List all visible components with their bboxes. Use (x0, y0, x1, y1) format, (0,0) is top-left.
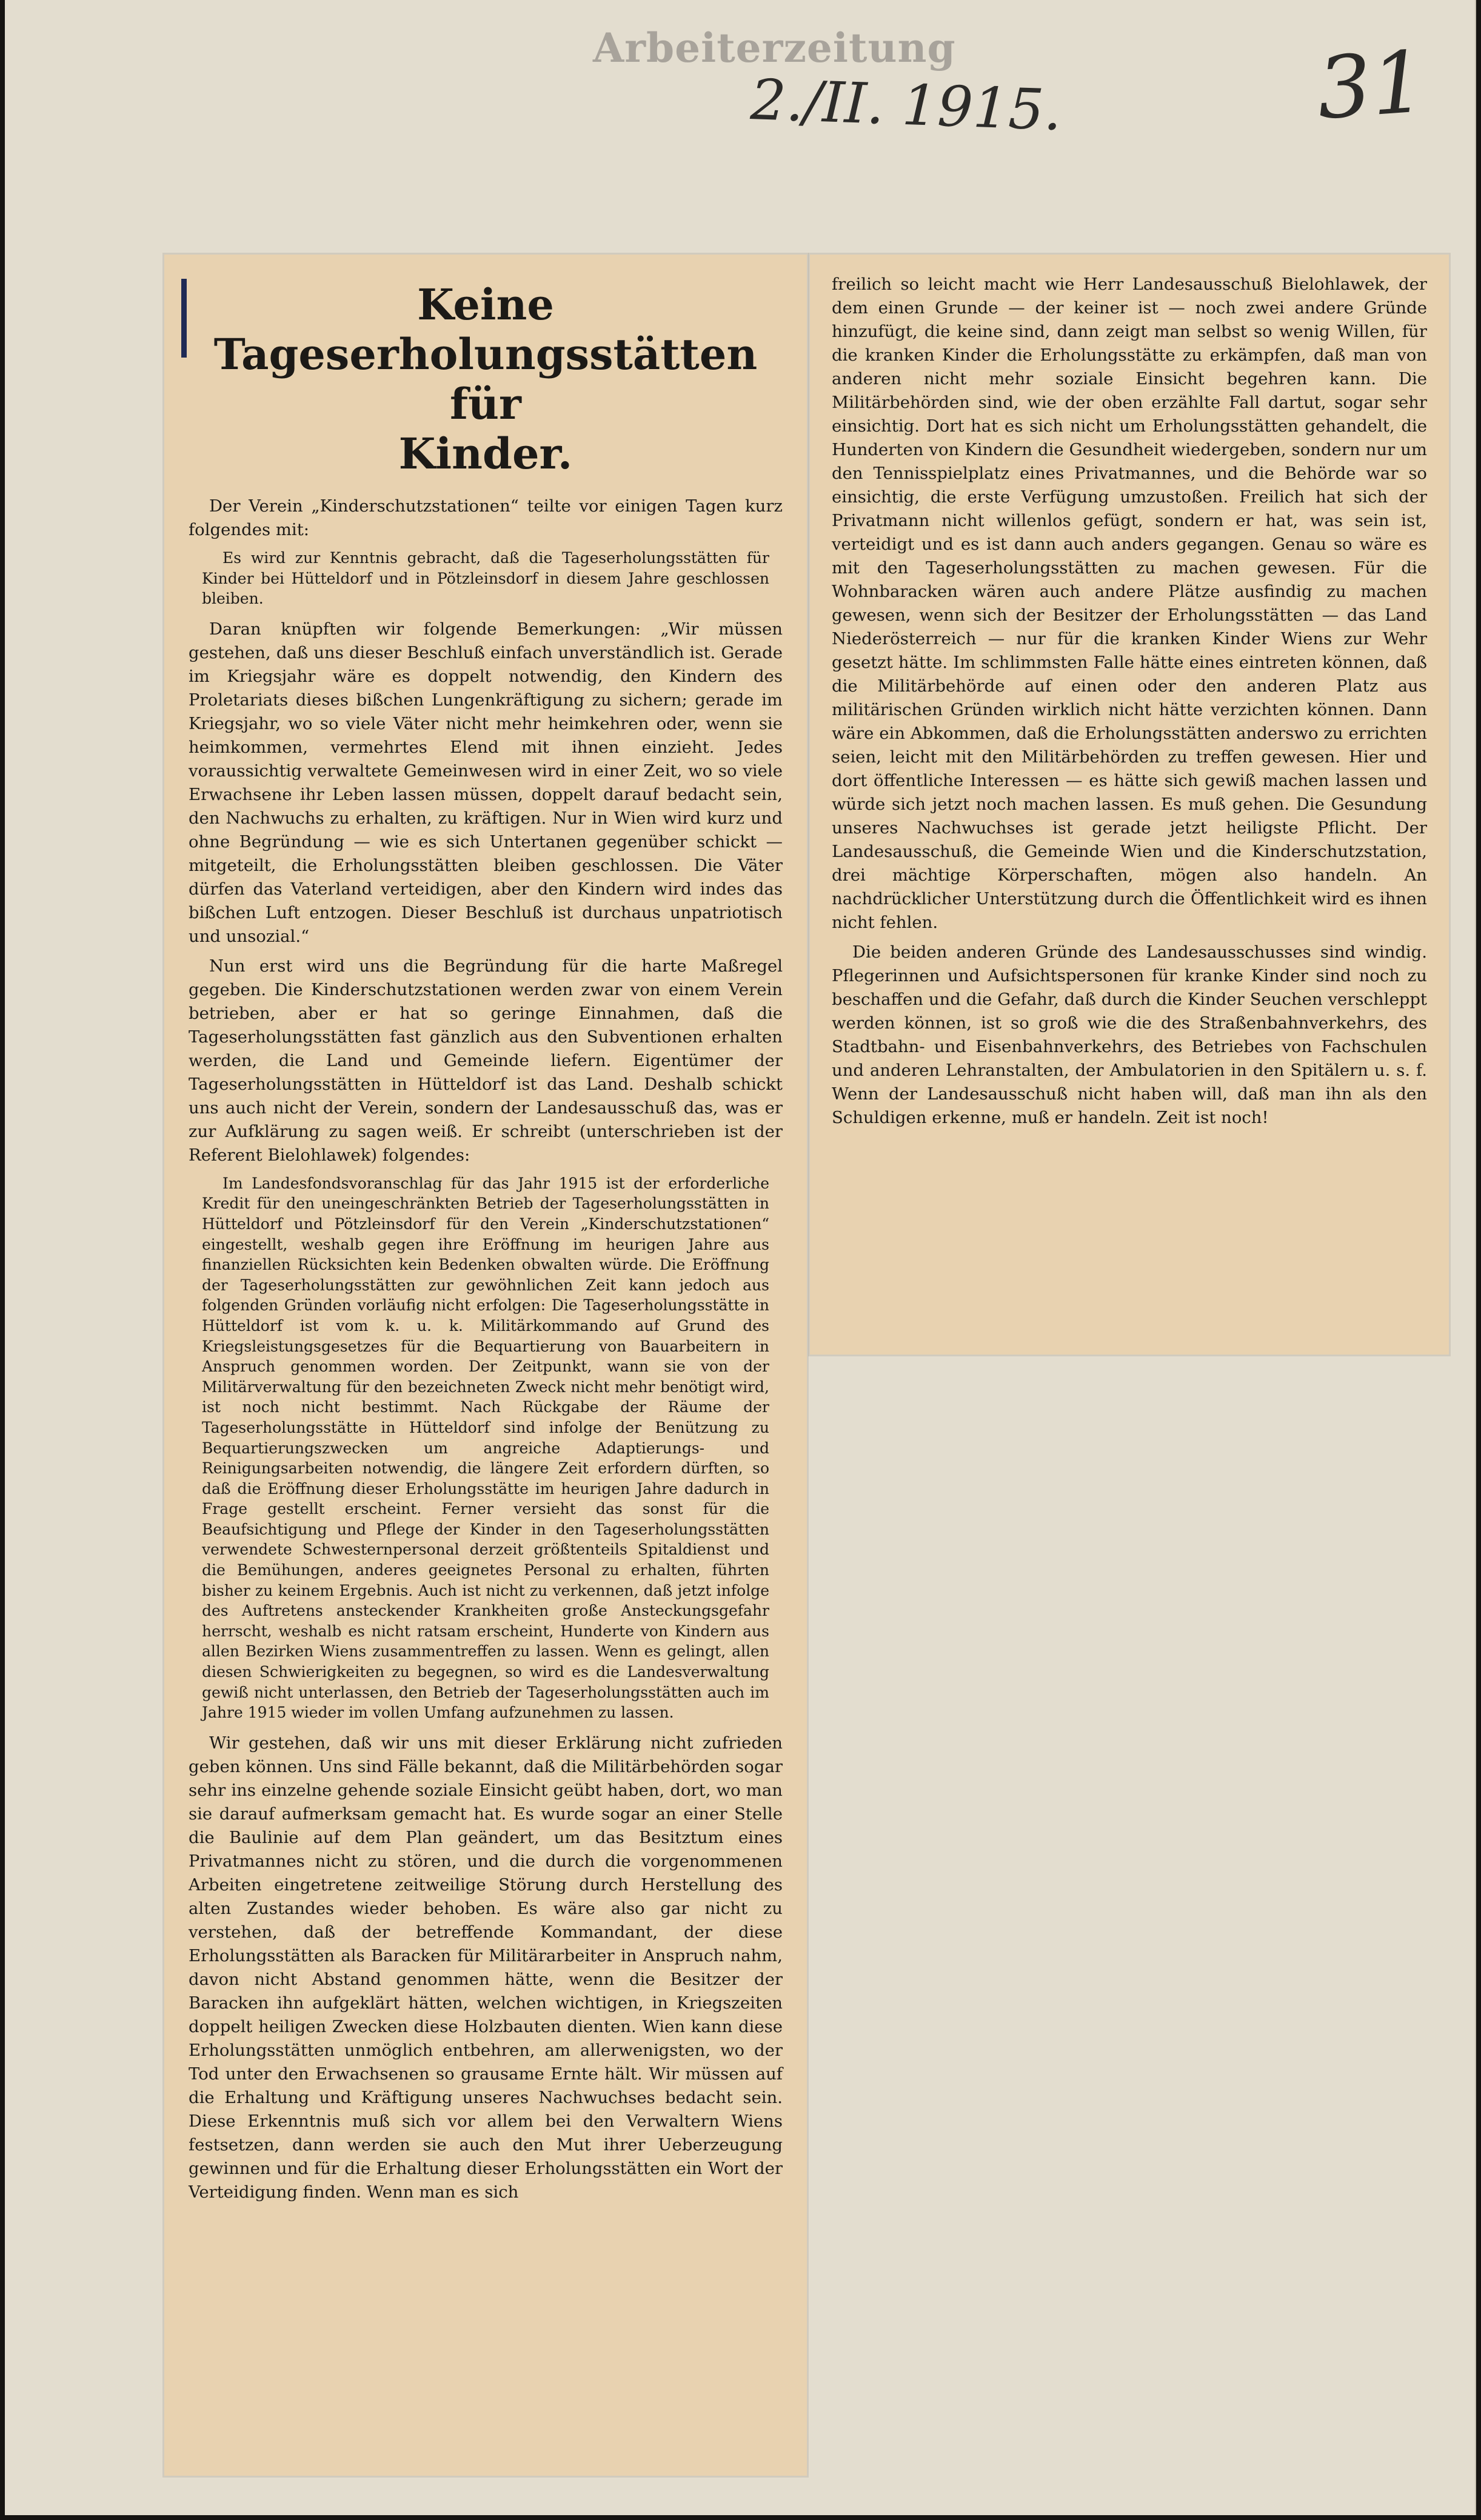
handwritten-date: 2./II. 1915. (749, 67, 1063, 143)
paragraph-response: Wir gestehen, daß wir uns mit dieser Erklärung nicht zufrieden geben können. Uns sind Fälle bekannt, daß die Militärbehörden sogar sehr ins einzelne gehende soziale Einsicht geübt haben, dort, wo man sie darauf aufmerksam gemacht hat. Es wurde sogar an einer Stelle die Baulinie auf dem Plan geändert, um das Besitztum eines Privatmannes nicht zu stören, und die durch die vorgenommenen Arbeiten eingetretene zeitweilige Störung durch Herstellung des alten Zustandes wieder behoben. Es wäre also gar nicht zu verstehen, daß der betreffende Kommandant, der diese Erholungsstätten als Baracken für Militärarbeiter in Anspruch nahm, davon nicht Abstand genommen hätte, wenn die Besitzer der Baracken ihn aufgeklärt hätten, welchen wichtigen, in Kriegszeiten doppelt heiligen Zwecken diese Holzbauten dienten. Wien kann diese Erholungsstätten unmöglich entbehren, am allerwenigsten, wo der Tod unter den Erwachsenen so grausame Ernte hält. Wir müssen auf die Erhaltung und Kräftigung unseres Nachwuchses bedacht sein. Diese Erkenntnis muß sich vor allem bei den Verwaltern Wiens festsetzen, dann werden sie auch den Mut ihrer Ueberzeugung gewinnen und für die Erhaltung dieser Erholungsstätten ein Wort der Verteidigung finden. Wenn man es sich (189, 1733, 783, 2202)
archive-stamp: Arbeiterzeitung (593, 24, 956, 72)
clipping-left-column (164, 255, 807, 2476)
headline-line-2: Kinder. (398, 428, 573, 479)
paragraph-remarks: Daran knüpften wir folgende Bemerkungen: „Wir müssen gestehen, daß uns dieser Beschluß einfach unverständlich ist. Gerade im Kriegsjahr wäre es doppelt notwendig, den Kindern des Proletariats dieses bißchen Lungenkräftigung zu sichern; gerade im Kriegsjahr, wo so viele Väter nicht mehr heimkehren oder, wenn sie heimkommen, vermehrtes Elend mit ihnen einzieht. Jedes voraussichtig verwaltete Gemeinwesen wird in einer Zeit, wo so viele Erwachsene ihr Leben lassen müssen, doppelt darauf bedacht sein, den Nachwuchs zu erhalten, zu kräftigen. Nur in Wien wird kurz und ohne Begründung — wie es sich Untertanen gegenüber schickt — mitgeteilt, die Erholungsstätten bleiben geschlossen. Die Väter dürfen das Vaterland verteidigen, aber den Kindern wird indes das bißchen Luft entzogen. Dieser Beschluß ist durchaus unpatriotisch und unsozial.“ (189, 619, 783, 946)
paragraph-intro: Der Verein „Kinderschutzstationen“ teilte vor einigen Tagen kurz folgendes mit: (189, 496, 783, 539)
headline-line-1: Keine Tageserholungsstätten für (213, 279, 758, 429)
paragraph-continued: freilich so leicht macht wie Herr Landesausschuß Bielohlawek, der dem einen Grunde — der keiner ist — noch zwei andere Gründe hinzufügt, die keine sind, dann zeigt man selbst so wenig Willen, für die kranken Kinder die Erholungsstätte zu erkämpfen, daß man von anderen nicht mehr soziale Einsicht begehren kann. Die Militärbehörden sind, wie der oben erzählte Fall dartut, sogar sehr einsichtig. Dort hat es sich nicht um Erholungsstätten gehandelt, die Hunderten von Kindern die Gesundheit wiedergeben, sondern nur um den Tennisspielplatz eines Privatmannes, und die Behörde war so einsichtig, die erste Verfügung umzustoßen. Freilich hat sich der Privatmann nicht willenlos gefügt, sondern er hat, was sein ist, verteidigt und es ist dann auch anders gegangen. Genau so wäre es mit den Tageserholungsstätten zu machen gewesen. Für die Wohnbaracken wären auch andere Plätze ausfindig zu machen gewesen, wenn sich der Besitzer der Erholungsstätten — das Land Niederösterreich — nur für die kranken Kinder Wiens zur Wehr gesetzt hätte. Im schlimmsten Falle hätte eines eintreten können, daß die Militärbehörde auf einen oder den anderen Platz aus militärischen Gründen wirklich nicht hätte verzichten können. Dann wäre ein Abkommen, daß die Erholungsstätten anderswo zu errichten seien, leicht mit den Militärbehörden zu treffen gewesen. Hier und dort öffentliche Interessen — es hätte sich gewiß machen lassen und würde sich jetzt noch machen lassen. Es muß gehen. Die Gesundung unseres Nachwuchses ist gerade jetzt heiligste Pflicht. Der Landesausschuß, die Gemeinde Wien und die Kinderschutzstation, drei mächtige Körperschaften, mögen also handeln. An nachdrücklicher Unterstützung durch die Öffentlichkeit wird es ihnen nicht fehlen. (832, 275, 1427, 932)
headline-marker (181, 279, 187, 358)
handwritten-number: 31 (1314, 32, 1429, 139)
paragraph-closing: Die beiden anderen Gründe des Landesausschusses sind windig. Pflegerinnen und Aufsichtspersonen für kranke Kinder sind noch zu beschaffen und die Gefahr, daß durch die Kinder Seuchen verschleppt werden können, ist so groß wie die des Straßenbahnverkehrs, des Stadtbahn- und Eisenbahnverkehrs, des Betriebes von Fachschulen und anderen Lehranstalten, der Ambulatorien in den Spitälern u. s. f. Wenn der Landesausschuß nicht haben will, daß man ihn als den Schuldigen erkenne, muß er handeln. Zeit ist noch! (832, 942, 1427, 1127)
quote-landesausschuss: Im Landesfondsvoranschlag für das Jahr 1915 ist der erforderliche Kredit für den uneingeschränkten Betrieb der Tageserholungsstätten in Hütteldorf und Pötzleinsdorf für den Verein „Kinderschutzstationen“ eingestellt, weshalb gegen ihre Eröffnung im heurigen Jahre aus finanziellen Rücksichten kein Bedenken obwalten würde. Die Eröffnung der Tageserholungsstätten zur gewöhnlichen Zeit kann jedoch aus folgenden Gründen vorläufig nicht erfolgen: Die Tageserholungsstätte in Hütteldorf ist vom k. u. k. Militärkommando auf Grund des Kriegsleistungsgesetzes für die Bequartierung von Bauarbeitern in Anspruch genommen worden. Der Zeitpunkt, wann sie von der Militärverwaltung für den bezeichneten Zweck nicht mehr benötigt wird, ist noch nicht bestimmt. Nach Rückgabe der Räume der Tageserholungsstätte in Hütteldorf sind infolge der Benützung zu Bequartierungszwecken um angreiche Adaptierungs- und Reinigungsarbeiten notwendig, die längere Zeit erfordern dürften, so daß die Eröffnung dieser Erholungsstätte im heurigen Jahre dadurch in Frage gestellt erscheint. Ferner versieht das sonst für die Beaufsichtigung und Pflege der Kinder in den Tageserholungsstätten verwendete Schwesternpersonal derzeit größtenteils Spitaldienst und die Bemühungen, anderes geeignetes Personal zu erhalten, führten bisher zu keinem Ergebnis. Auch ist nicht zu verkennen, daß jetzt infolge des Auftretens ansteckender Krankheiten große Ansteckungsgefahr herrscht, weshalb es nicht ratsam erscheint, Hunderte von Kindern aus allen Bezirken Wiens zusammentreffen zu lassen. Wenn es gelingt, allen diesen Schwierigkeiten zu begegnen, so wird es die Landesverwaltung gewiß nicht unterlassen, den Betrieb der Tageserholungsstätten auch im Jahre 1915 wieder im vollen Umfang aufzunehmen zu lassen. (202, 1174, 769, 1722)
paragraph-reason: Nun erst wird uns die Begründung für die harte Maßregel gegeben. Die Kinderschutzstationen werden zwar von einem Verein betrieben, aber er hat so geringe Einnahmen, daß die Tageserholungsstätten fast gänzlich aus den Subventionen erhalten werden, die Land und Gemeinde liefern. Eigentümer der Tageserholungsstätten in Hütteldorf ist das Land. Deshalb schickt uns auch nicht der Verein, sondern der Landesausschuß das, was er zur Aufklärung zu sagen weiß. Er schreibt (unterschrieben ist der Referent Bielohlawek) folgendes: (189, 956, 783, 1165)
archive-sheet (5, 0, 1476, 2515)
clipping-right-column (810, 255, 1449, 1355)
article-headline (189, 280, 783, 479)
quote-notice: Es wird zur Kenntnis gebracht, daß die Tageserholungsstätten für Kinder bei Hütteldorf und in Pötzleinsdorf in diesem Jahre geschlossen bleiben. (202, 549, 769, 608)
